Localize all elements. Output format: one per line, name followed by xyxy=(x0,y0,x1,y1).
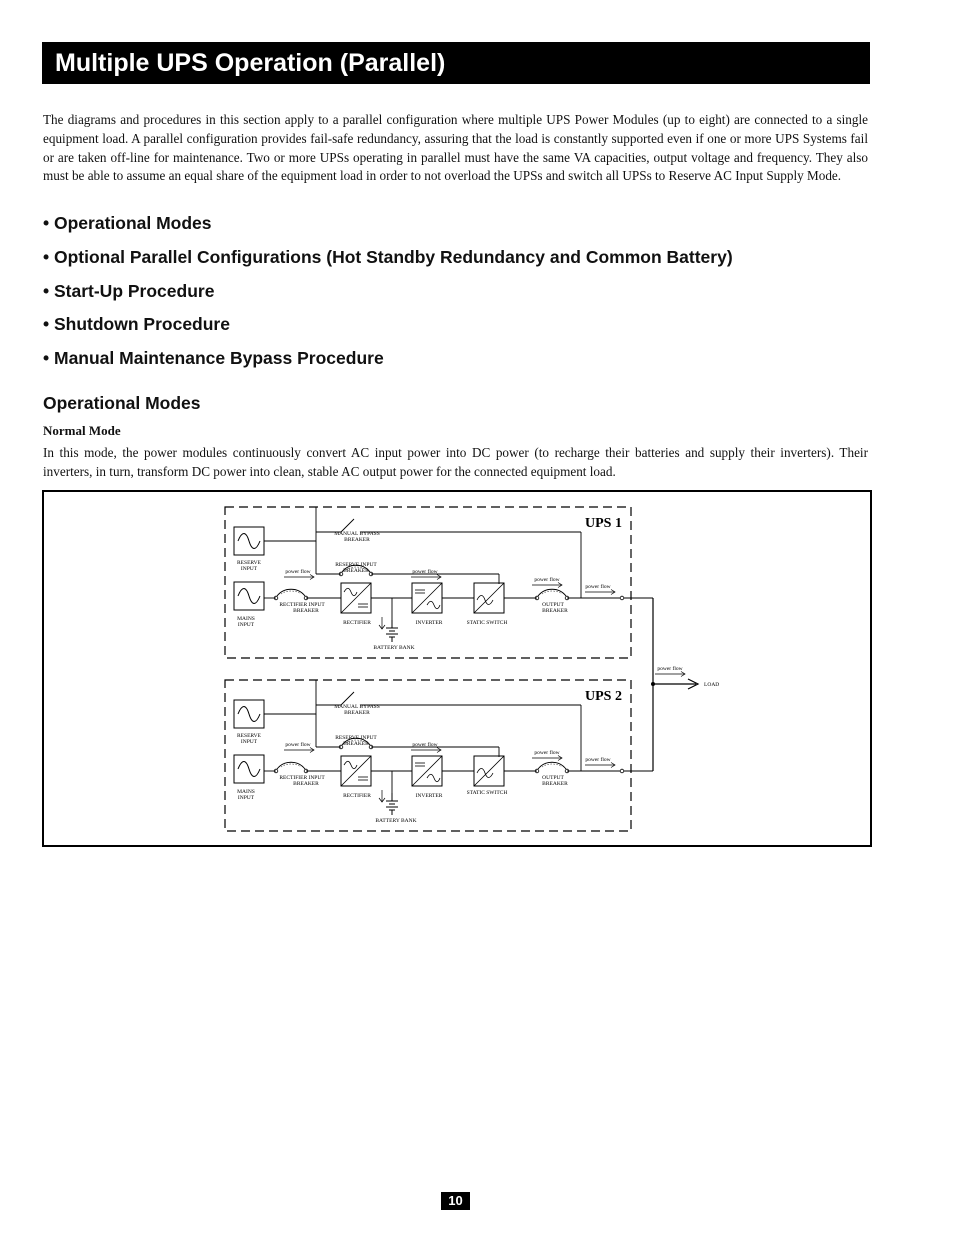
svg-text:INPUT: INPUT xyxy=(237,622,255,628)
svg-text:RESERVE: RESERVE xyxy=(236,733,262,739)
normal-mode-paragraph: In this mode, the power modules continuously convert AC input power into DC power (to recharge their batteries and supply their inverters). Their inverters, in turn, transform DC power into clean, stable AC output power for the connected equipment load. xyxy=(43,445,868,479)
svg-text:INPUT: INPUT xyxy=(240,739,258,745)
svg-text:BREAKER: BREAKER xyxy=(293,781,319,787)
normal-mode-diagram xyxy=(42,490,872,847)
topic-list xyxy=(43,211,733,380)
load-bus xyxy=(651,598,719,771)
svg-text:INVERTER: INVERTER xyxy=(415,620,443,626)
svg-text:RESERVE INPUT: RESERVE INPUT xyxy=(335,562,377,568)
topic-item: • Optional Parallel Configurations (Hot Standby Redundancy and Common Battery) xyxy=(43,246,733,267)
intro-paragraph: The diagrams and procedures in this section apply to a parallel configuration where multiple UPS Power Modules (up to eight) are connected to a single equipment load. A parallel configuration provides fail-safe redundancy, assuring that the load is constantly supported even if one or more UPS Systems fail or are taken off-line for maintenance. Two or more UPSs operating in parallel must have the same VA capacities, output voltage and frequency. They also must be able to assume an equal share of the equipment load in order to not overload the UPSs and switch all UPSs to Reserve AC Input Supply Mode. xyxy=(43,112,868,184)
svg-text:BATTERY BANK: BATTERY BANK xyxy=(373,645,415,651)
svg-text:OUTPUT: OUTPUT xyxy=(542,775,564,781)
svg-text:MANUAL BYPASS: MANUAL BYPASS xyxy=(334,531,380,537)
svg-text:power flow: power flow xyxy=(412,569,438,575)
svg-text:RESERVE INPUT: RESERVE INPUT xyxy=(335,735,377,741)
svg-text:STATIC SWITCH: STATIC SWITCH xyxy=(466,620,508,626)
svg-text:BREAKER: BREAKER xyxy=(542,608,568,614)
svg-text:INVERTER: INVERTER xyxy=(415,793,443,799)
load-label: LOAD xyxy=(704,682,720,688)
svg-text:power flow: power flow xyxy=(657,666,683,672)
svg-text:power flow: power flow xyxy=(585,757,611,763)
svg-text:INPUT: INPUT xyxy=(237,795,255,801)
ups1-label: UPS 1 xyxy=(585,516,622,531)
svg-text:STATIC SWITCH: STATIC SWITCH xyxy=(466,790,508,796)
ups-parallel-schematic xyxy=(44,492,870,845)
topic-item: • Operational Modes xyxy=(43,213,212,233)
svg-text:BREAKER: BREAKER xyxy=(293,608,319,614)
title-bar xyxy=(42,42,870,84)
svg-text:RECTIFIER INPUT: RECTIFIER INPUT xyxy=(279,602,325,608)
svg-text:BREAKER: BREAKER xyxy=(542,781,568,787)
svg-text:RECTIFIER: RECTIFIER xyxy=(343,620,371,626)
svg-text:RECTIFIER INPUT: RECTIFIER INPUT xyxy=(279,775,325,781)
svg-text:BREAKER: BREAKER xyxy=(343,741,369,747)
page-title: Multiple UPS Operation (Parallel) xyxy=(55,49,446,77)
ups1-module xyxy=(225,507,653,658)
ups2-module xyxy=(225,680,653,831)
svg-text:MAINS: MAINS xyxy=(237,789,255,795)
svg-text:power flow: power flow xyxy=(412,742,438,748)
normal-mode-heading: Normal Mode xyxy=(43,423,121,438)
svg-text:BREAKER: BREAKER xyxy=(344,710,370,716)
svg-text:power flow: power flow xyxy=(534,750,560,756)
svg-text:power flow: power flow xyxy=(285,742,311,748)
svg-text:power flow: power flow xyxy=(585,584,611,590)
svg-text:BATTERY BANK: BATTERY BANK xyxy=(375,818,417,824)
topic-item: • Manual Maintenance Bypass Procedure xyxy=(43,348,384,369)
svg-text:MAINS: MAINS xyxy=(237,616,255,622)
svg-text:BREAKER: BREAKER xyxy=(343,568,369,574)
ups2-label: UPS 2 xyxy=(585,689,622,704)
svg-text:power flow: power flow xyxy=(285,569,311,575)
svg-text:MANUAL BYPASS: MANUAL BYPASS xyxy=(334,704,380,710)
topic-item: • Start-Up Procedure xyxy=(43,280,215,301)
svg-text:INPUT: INPUT xyxy=(240,566,258,572)
svg-text:RESERVE: RESERVE xyxy=(236,560,262,566)
section-title: Operational Modes xyxy=(43,393,201,413)
svg-text:BREAKER: BREAKER xyxy=(344,537,370,543)
page-number: 10 xyxy=(441,1192,470,1210)
svg-text:RECTIFIER: RECTIFIER xyxy=(343,793,371,799)
svg-text:power flow: power flow xyxy=(534,577,560,583)
topic-item: • Shutdown Procedure xyxy=(43,314,230,335)
svg-text:OUTPUT: OUTPUT xyxy=(542,602,564,608)
